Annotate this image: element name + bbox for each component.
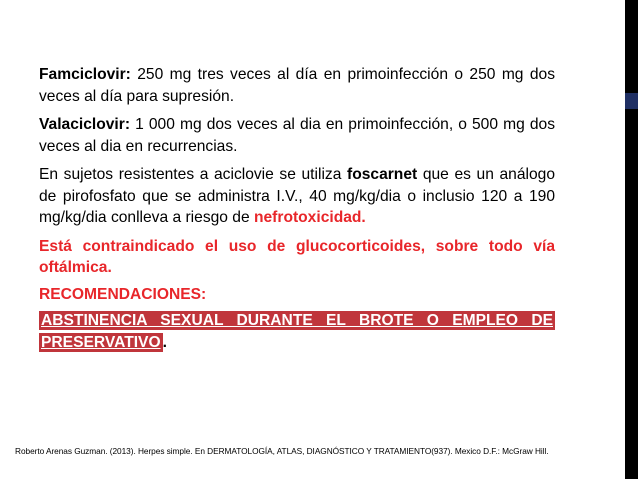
nephrotoxicity-term: nefrotoxicidad	[253, 209, 362, 226]
foscarnet-text-c: .	[361, 209, 366, 226]
valaciclovir-paragraph	[39, 114, 555, 157]
contraindication-paragraph: Está contraindicado el uso de glucocorticoides, sobre todo vía oftálmica.	[39, 237, 555, 276]
citation-footer: Roberto Arenas Guzman. (2013). Herpes simple. En DERMATOLOGÍA, ATLAS, DIAGNÓSTICO Y TRATAMIENTO(937). Mexico D.F.: McGraw Hill.	[15, 446, 549, 456]
valaciclovir-label: Valaciclovir:	[39, 116, 131, 133]
foscarnet-text-a: En sujetos resistentes a aciclovie se utiliza	[39, 166, 347, 183]
foscarnet-paragraph	[39, 164, 555, 229]
slide-body	[39, 64, 555, 354]
foscarnet-term: foscarnet	[347, 166, 418, 183]
recommendation-highlight: ABSTINENCIA SEXUAL DURANTE EL BROTE O EMPLEO DE PRESERVATIVO	[41, 312, 553, 351]
recommendation-period: .	[162, 334, 167, 351]
right-edge-accent	[625, 93, 638, 109]
foscarnet-text-b: que es un análogo de pirofosfato que se administra I.V., 40 mg/kg/dia o inclusio 120 a 190 mg/kg/dia conlleva a riesgo de	[39, 166, 555, 226]
famciclovir-text: 250 mg tres veces al día en primoinfección o 250 mg dos veces al día para supresión.	[39, 66, 555, 105]
famciclovir-paragraph	[39, 64, 555, 107]
famciclovir-label: Famciclovir:	[39, 66, 131, 83]
recommendations-heading: RECOMENDACIONES:	[39, 285, 207, 303]
right-edge-bar	[625, 0, 638, 479]
valaciclovir-text: 1 000 mg dos veces al dia en primoinfección, o 500 mg dos veces al dia en recurrencias.	[39, 116, 555, 155]
recommendation-paragraph	[39, 310, 555, 354]
